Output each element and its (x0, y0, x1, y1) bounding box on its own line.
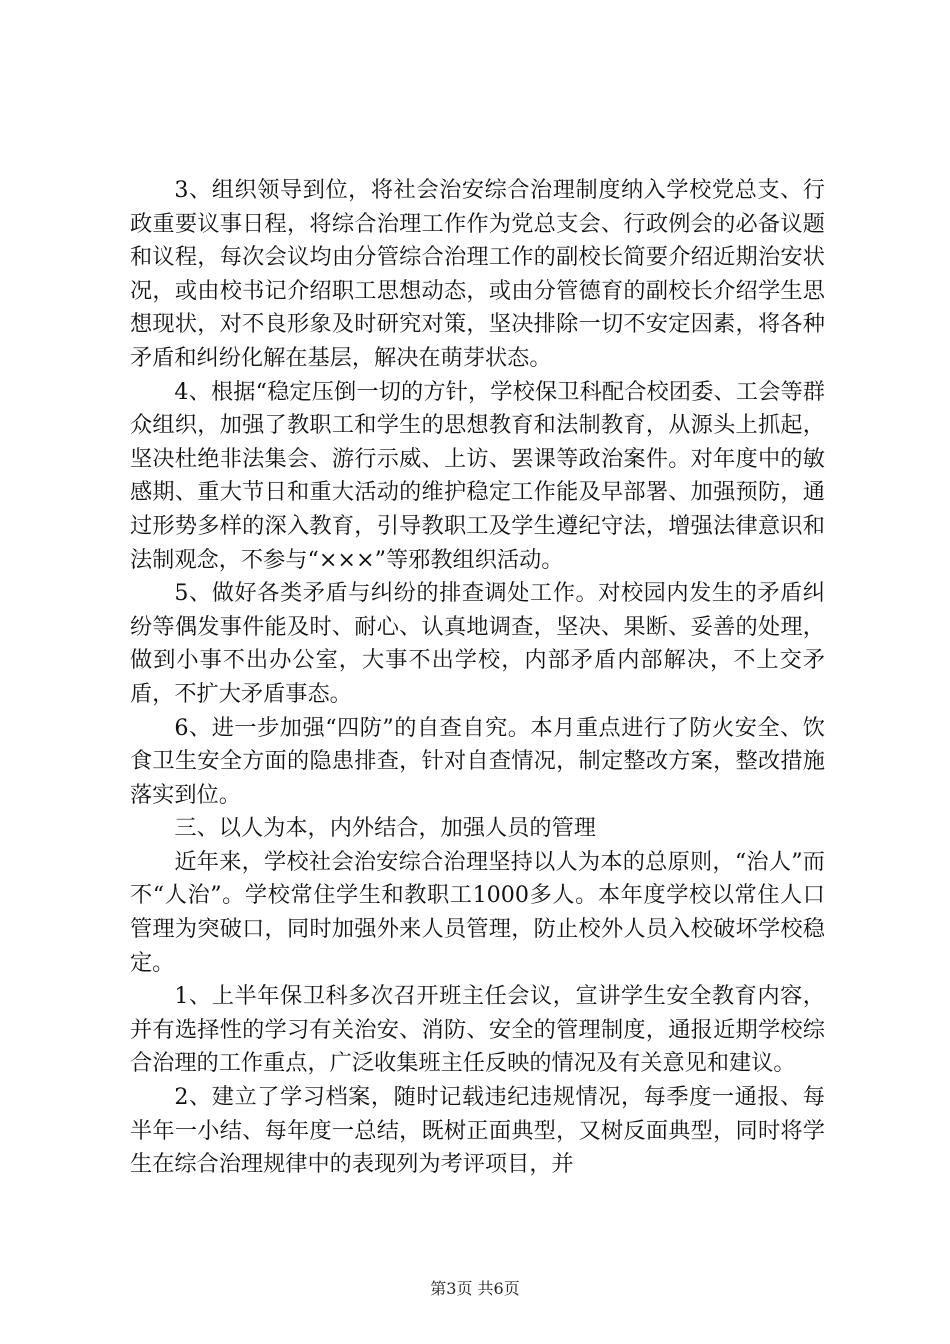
paragraph-item-1: 1、上半年保卫科多次召开班主任会议，宣讲学生安全教育内容，并有选择性的学习有关治安、消防、安全的管理制度，通报近期学校综合治理的工作重点，广泛收集班主任反映的情况及有关意见和建议。 (130, 983, 825, 1077)
paragraph-item-3: 3、组织领导到位，将社会治安综合治理制度纳入学校党总支、行政重要议事日程，将综合治理工作作为党总支会、行政例会的必备议题和议程，每次会议均由分管综合治理工作的副校长简要介绍近期治安状况，或由校书记介绍职工思想动态，或由分管德育的副校长介绍学生思想现状，对不良形象及时研究对策，坚决排除一切不安定因素，将各种矛盾和纠纷化解在基层，解决在萌芽状态。 (130, 177, 825, 371)
paragraph-item-2: 2、建立了学习档案，随时记载违纪违规情况，每季度一通报、每半年一小结、每年度一总结，既树正面典型，又树反面典型，同时将学生在综合治理规律中的表现列为考评项目，并 (130, 1084, 825, 1178)
paragraph-item-5: 5、做好各类矛盾与纠纷的排查调处工作。对校园内发生的矛盾纠纷等偶发事件能及时、耐心、认真地调查，坚决、果断、妥善的处理，做到小事不出办公室，大事不出学校，内部矛盾内部解决，不上交矛盾，不扩大矛盾事态。 (130, 580, 825, 707)
paragraph-item-6: 6、进一步加强“四防”的自查自究。本月重点进行了防火安全、饮食卫生安全方面的隐患排查，针对自查情况，制定整改方案，整改措施落实到位。 (130, 714, 825, 808)
body-text (130, 174, 825, 1182)
page-number-footer: 第3页 共6页 (430, 1279, 520, 1298)
paragraph-intro: 近年来，学校社会治安综合治理坚持以人为本的总原则，“治人”而不“人治”。学校常住学生和教职工1000多人。本年度学校以常住人口管理为突破口，同时加强外来人员管理，防止校外人员入校破坏学校稳定。 (130, 848, 825, 976)
section-heading-3: 三、以人为本，内外结合，加强人员的管理 (174, 815, 596, 842)
paragraph-item-4: 4、根据“稳定压倒一切的方针，学校保卫科配合校团委、工会等群众组织，加强了教职工和学生的思想教育和法制教育，从源头上抓起，坚决杜绝非法集会、游行示威、上访、罢课等政治案件。对年度中的敏感期、重大节日和重大活动的维护稳定工作能及早部署、加强预防，通过形势多样的深入教育，引导教职工及学生遵纪守法，增强法律意识和法制观念，不参与“×××”等邪教组织活动。 (130, 378, 825, 573)
